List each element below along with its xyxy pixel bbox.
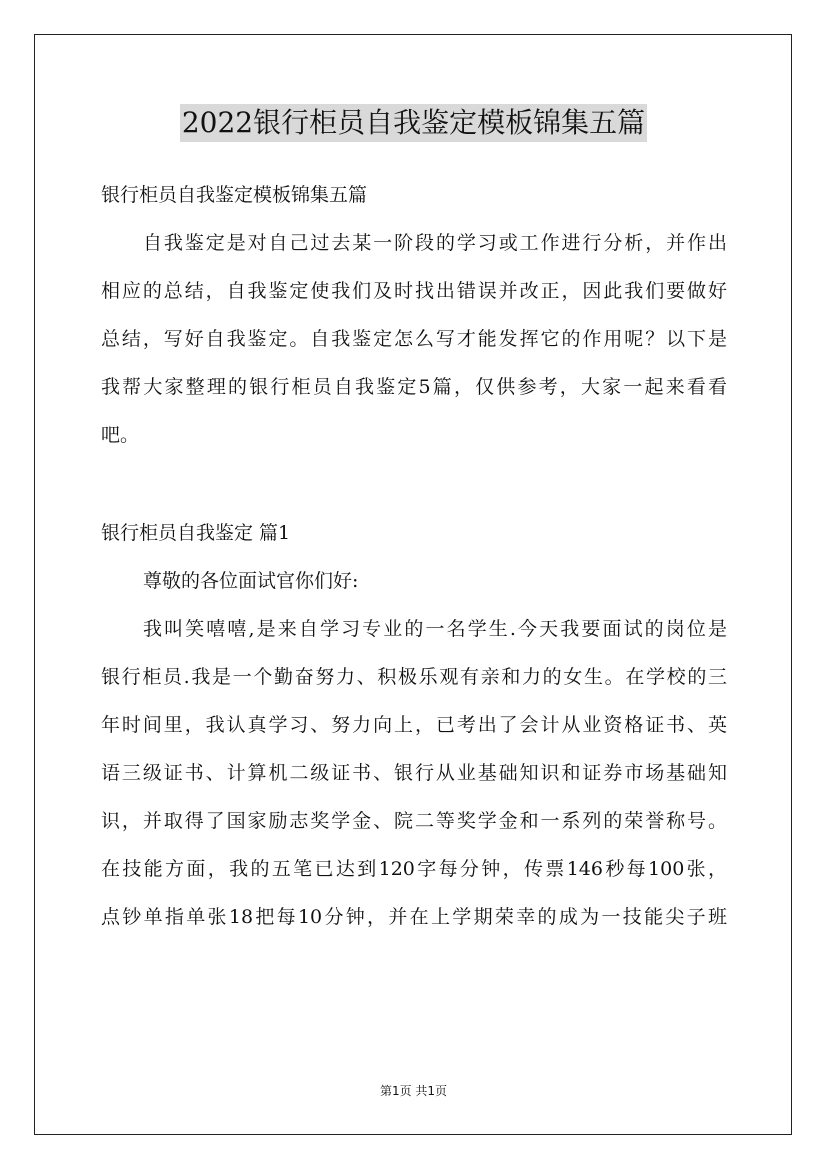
title-container [0, 104, 827, 142]
body-paragraph [101, 610, 727, 936]
body-line: 语三级证书、计算机二级证书、银行从业基础知识和证券市场基础知 [101, 762, 727, 784]
intro-line: 自我鉴定是对自己过去某一阶段的学习或工作进行分析，并作出 [143, 232, 727, 254]
body-line: 年时间里，我认真学习、努力向上，已考出了会计从业资格证书、英 [101, 714, 727, 736]
intro-paragraph [101, 224, 727, 454]
body-line: 点钞单指单张18把每10分钟，并在上学期荣幸的成为一技能尖子班 [101, 906, 727, 928]
document-subtitle: 银行柜员自我鉴定模板锦集五篇 [101, 184, 368, 206]
intro-line: 吧。 [101, 424, 140, 446]
page-footer [0, 1082, 827, 1099]
intro-line: 我帮大家整理的银行柜员自我鉴定5篇，仅供参考，大家一起来看看 [101, 376, 727, 398]
intro-line: 相应的总结，自我鉴定使我们及时找出错误并改正，因此我们要做好 [101, 280, 727, 302]
document-title: 2022银行柜员自我鉴定模板锦集五篇 [180, 104, 647, 142]
section-heading: 银行柜员自我鉴定 篇1 [101, 522, 291, 544]
body-line: 在技能方面，我的五笔已达到120字每分钟，传票146秒每100张， [101, 858, 727, 880]
body-line: 银行柜员.我是一个勤奋努力、积极乐观有亲和力的女生。在学校的三 [101, 666, 727, 688]
intro-line: 总结，写好自我鉴定。自我鉴定怎么写才能发挥它的作用呢？以下是 [101, 328, 727, 350]
document-body [101, 176, 727, 936]
greeting-line: 尊敬的各位面试官你们好: [143, 570, 359, 592]
page-number: 第1页 共1页 [379, 1084, 448, 1098]
body-line: 我叫笑嘻嘻,是来自学习专业的一名学生.今天我要面试的岗位是 [143, 618, 727, 640]
body-line: 识，并取得了国家励志奖学金、院二等奖学金和一系列的荣誉称号。 [101, 810, 727, 832]
